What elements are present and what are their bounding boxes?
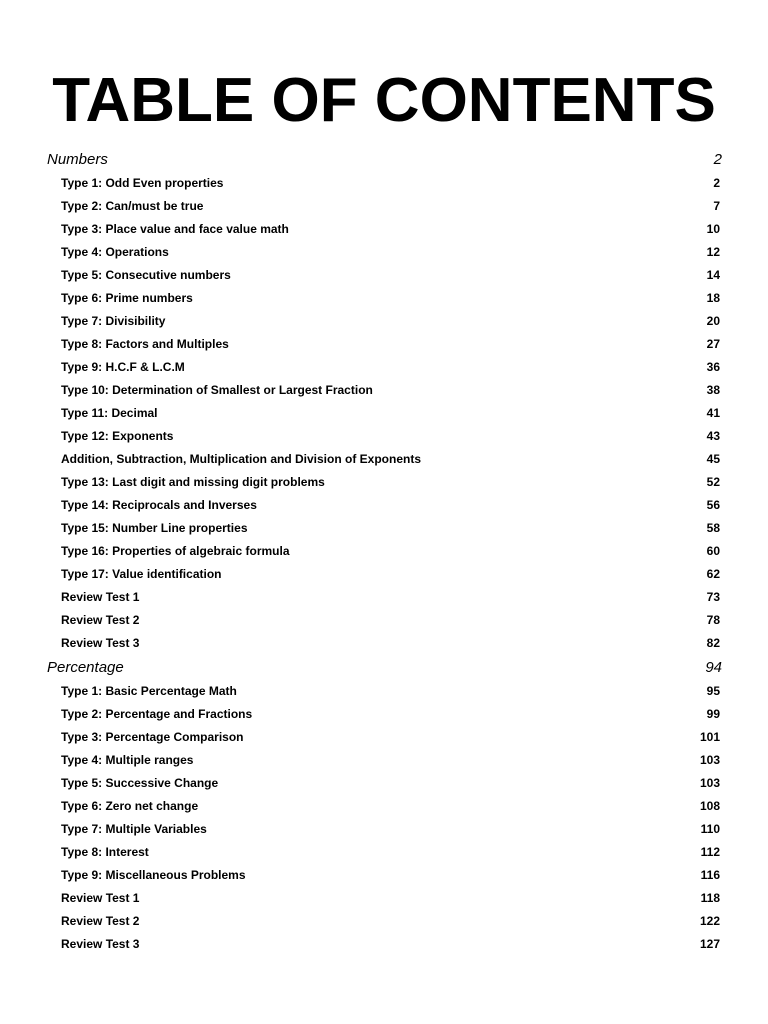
entry-page-number: 10 xyxy=(706,222,720,236)
entry-label: Addition, Subtraction, Multiplication and Division of Exponents xyxy=(61,452,421,466)
entry-page-number: 7 xyxy=(713,199,720,213)
toc-entry[interactable] xyxy=(0,264,768,287)
toc-entry[interactable] xyxy=(0,448,768,471)
toc-entry[interactable] xyxy=(0,609,768,632)
toc-entry[interactable] xyxy=(0,563,768,586)
toc-entry[interactable] xyxy=(0,749,768,772)
entry-label: Type 4: Multiple ranges xyxy=(61,753,194,767)
entry-page-number: 12 xyxy=(706,245,720,259)
entry-label: Review Test 3 xyxy=(61,937,140,951)
entry-page-number: 118 xyxy=(700,891,720,905)
toc-entry[interactable] xyxy=(0,772,768,795)
entry-label: Type 1: Odd Even properties xyxy=(61,176,224,190)
entry-page-number: 56 xyxy=(706,498,720,512)
entry-label: Type 8: Factors and Multiples xyxy=(61,337,229,351)
toc-entry[interactable] xyxy=(0,680,768,703)
entry-page-number: 101 xyxy=(699,730,720,744)
entry-page-number: 103 xyxy=(699,753,720,767)
entry-page-number: 95 xyxy=(706,684,720,698)
toc-entry[interactable] xyxy=(0,726,768,749)
toc-entry[interactable] xyxy=(0,933,768,956)
entry-page-number: 14 xyxy=(706,268,720,282)
toc-entry[interactable] xyxy=(0,494,768,517)
toc-entry[interactable] xyxy=(0,356,768,379)
toc-entry[interactable] xyxy=(0,586,768,609)
section-page-number: 94 xyxy=(705,659,722,676)
table-of-contents xyxy=(0,147,768,956)
entry-label: Type 2: Can/must be true xyxy=(61,199,204,213)
entry-label: Type 13: Last digit and missing digit problems xyxy=(61,475,325,489)
entry-label: Type 7: Multiple Variables xyxy=(61,822,207,836)
entry-page-number: 99 xyxy=(706,707,720,721)
entry-page-number: 18 xyxy=(706,291,720,305)
entry-page-number: 108 xyxy=(699,799,720,813)
entry-page-number: 116 xyxy=(700,868,720,882)
section-page-number: 2 xyxy=(713,151,722,168)
toc-section-numbers[interactable] xyxy=(0,147,768,172)
toc-entry[interactable] xyxy=(0,540,768,563)
entry-page-number: 58 xyxy=(706,521,720,535)
entry-label: Type 5: Consecutive numbers xyxy=(61,268,231,282)
entry-page-number: 41 xyxy=(706,406,720,420)
entry-page-number: 20 xyxy=(706,314,720,328)
entry-label: Review Test 2 xyxy=(61,914,140,928)
entry-label: Type 11: Decimal xyxy=(61,406,158,420)
entry-page-number: 73 xyxy=(706,590,720,604)
toc-entry[interactable] xyxy=(0,703,768,726)
section-label: Percentage xyxy=(47,659,124,676)
entry-label: Type 17: Value identification xyxy=(61,567,222,581)
toc-entry[interactable] xyxy=(0,287,768,310)
toc-entry[interactable] xyxy=(0,195,768,218)
entry-label: Type 5: Successive Change xyxy=(61,776,219,790)
entry-label: Type 6: Zero net change xyxy=(61,799,199,813)
entry-label: Type 4: Operations xyxy=(61,245,169,259)
entry-label: Type 9: H.C.F & L.C.M xyxy=(61,360,185,374)
toc-entry[interactable] xyxy=(0,795,768,818)
entry-page-number: 110 xyxy=(700,822,720,836)
toc-entry[interactable] xyxy=(0,841,768,864)
page-title: TABLE OF CONTENTS xyxy=(52,66,716,135)
toc-section-percentage[interactable] xyxy=(0,655,768,680)
toc-entry[interactable] xyxy=(0,864,768,887)
entry-page-number: 112 xyxy=(700,845,720,859)
toc-entry[interactable] xyxy=(0,425,768,448)
entry-page-number: 78 xyxy=(706,613,720,627)
toc-entry[interactable] xyxy=(0,310,768,333)
toc-entry[interactable] xyxy=(0,218,768,241)
entry-label: Review Test 1 xyxy=(61,891,140,905)
entry-page-number: 38 xyxy=(706,383,720,397)
entry-label: Type 2: Percentage and Fractions xyxy=(61,707,253,721)
toc-entry[interactable] xyxy=(0,887,768,910)
entry-label: Type 10: Determination of Smallest or Largest Fraction xyxy=(61,383,373,397)
entry-page-number: 36 xyxy=(706,360,720,374)
entry-page-number: 27 xyxy=(706,337,720,351)
entry-page-number: 127 xyxy=(699,937,720,951)
entry-label: Type 3: Percentage Comparison xyxy=(61,730,244,744)
entry-page-number: 82 xyxy=(706,636,720,650)
entry-label: Type 1: Basic Percentage Math xyxy=(61,684,237,698)
entry-label: Review Test 1 xyxy=(61,590,140,604)
entry-label: Review Test 2 xyxy=(61,613,140,627)
entry-label: Type 12: Exponents xyxy=(61,429,174,443)
entry-label: Type 16: Properties of algebraic formula xyxy=(61,544,290,558)
toc-entry[interactable] xyxy=(0,241,768,264)
entry-page-number: 45 xyxy=(706,452,720,466)
toc-entry[interactable] xyxy=(0,333,768,356)
entry-label: Type 15: Number Line properties xyxy=(61,521,248,535)
entry-page-number: 43 xyxy=(706,429,720,443)
entry-label: Type 8: Interest xyxy=(61,845,149,859)
entry-page-number: 2 xyxy=(713,176,720,190)
entry-label: Type 7: Divisibility xyxy=(61,314,166,328)
entry-label: Type 3: Place value and face value math xyxy=(61,222,289,236)
entry-page-number: 62 xyxy=(706,567,720,581)
section-label: Numbers xyxy=(47,151,108,168)
toc-entry[interactable] xyxy=(0,910,768,933)
entry-label: Review Test 3 xyxy=(61,636,140,650)
toc-entry[interactable] xyxy=(0,402,768,425)
toc-entry[interactable] xyxy=(0,818,768,841)
entry-label: Type 9: Miscellaneous Problems xyxy=(61,868,246,882)
entry-page-number: 122 xyxy=(699,914,720,928)
toc-entry[interactable] xyxy=(0,471,768,494)
entry-label: Type 14: Reciprocals and Inverses xyxy=(61,498,257,512)
toc-entry[interactable] xyxy=(0,379,768,402)
toc-entry[interactable] xyxy=(0,517,768,540)
toc-entry[interactable] xyxy=(0,172,768,195)
toc-entry[interactable] xyxy=(0,632,768,655)
entry-page-number: 60 xyxy=(706,544,720,558)
entry-page-number: 52 xyxy=(706,475,720,489)
entry-label: Type 6: Prime numbers xyxy=(61,291,193,305)
entry-page-number: 103 xyxy=(699,776,720,790)
